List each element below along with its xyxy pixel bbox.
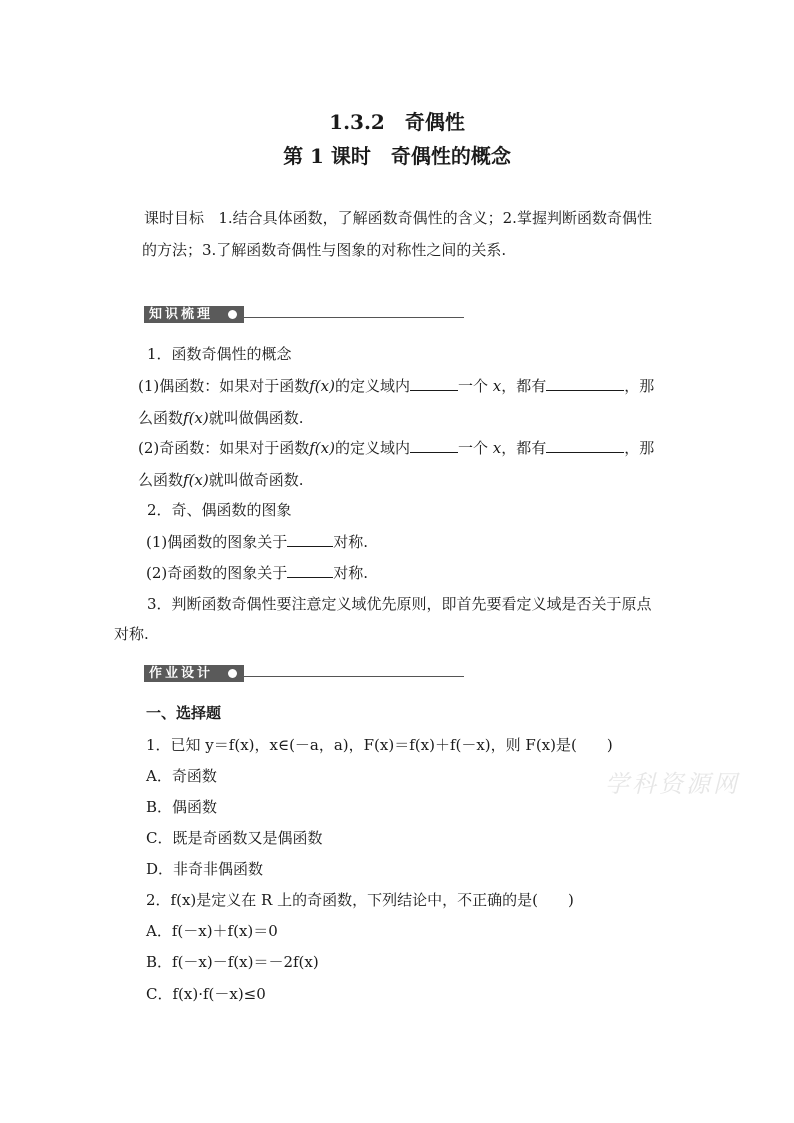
fx-symbol: f(x) <box>183 409 209 427</box>
section-choice-title: 一、选择题 <box>146 704 222 722</box>
then-text: ，那 <box>624 439 655 457</box>
knowledge-header-label: 知识梳理 <box>149 307 214 322</box>
question-1: 1．已知 y＝f(x)，x∈(－a，a)，F(x)＝f(x)＋f(－x)，则 F(x)是( ) <box>146 736 613 754</box>
fx-symbol: f(x) <box>309 377 335 395</box>
even-graph-line <box>146 532 368 552</box>
x-symbol: x <box>492 377 502 395</box>
q2-option-c: C．f(x)·f(－x)≤0 <box>146 985 266 1003</box>
fx-symbol: f(x) <box>183 471 209 489</box>
header-rule <box>244 317 464 318</box>
one-x-text: 一个 <box>457 439 488 457</box>
then-function-text: 么函数 <box>138 409 184 427</box>
header-rule <box>244 676 464 677</box>
then-text: ，那 <box>624 377 655 395</box>
knowledge-item-2: 2．奇、偶函数的图象 <box>147 501 292 519</box>
blank-even-symmetry <box>287 532 333 547</box>
even-prefix: (1)偶函数：如果对于函数 <box>138 377 310 395</box>
blank-even-quantifier <box>410 376 458 391</box>
section-title: 1.3.2 奇偶性 <box>329 110 465 134</box>
symmetric-text: 对称. <box>333 533 369 551</box>
then-function-text: 么函数 <box>138 471 184 489</box>
all-have-text: ，都有 <box>501 377 547 395</box>
lesson-title: 第 1 课时 奇偶性的概念 <box>283 144 511 168</box>
symmetric-text: 对称. <box>333 564 369 582</box>
question-2: 2．f(x)是定义在 R 上的奇函数，下列结论中，不正确的是( ) <box>146 891 574 909</box>
homework-header-label: 作业设计 <box>149 666 214 681</box>
q1-option-a: A．奇函数 <box>146 767 217 785</box>
even-def-line-1 <box>138 376 654 396</box>
odd-conclusion: 就叫做奇函数. <box>208 471 304 489</box>
domain-text: 的定义域内 <box>334 439 410 457</box>
knowledge-item-1: 1．函数奇偶性的概念 <box>147 345 292 363</box>
odd-prefix: (2)奇函数：如果对于函数 <box>138 439 310 457</box>
even-graph-text: (1)偶函数的图象关于 <box>146 533 288 551</box>
watermark: 学科资源网 <box>605 770 740 798</box>
odd-def-line-1 <box>138 438 654 458</box>
q1-option-d: D．非奇非偶函数 <box>146 860 264 878</box>
q1-option-c: C．既是奇函数又是偶函数 <box>146 829 323 847</box>
blank-odd-condition <box>546 438 624 453</box>
domain-text: 的定义域内 <box>334 377 410 395</box>
q2-option-a: A．f(－x)＋f(x)＝0 <box>146 922 278 940</box>
knowledge-item-3-line-1: 3．判断函数奇偶性要注意定义域优先原则，即首先要看定义域是否关于原点 <box>147 595 652 613</box>
goals-line-1 <box>144 208 652 228</box>
one-x-text: 一个 <box>457 377 488 395</box>
even-conclusion: 就叫做偶函数. <box>208 409 304 427</box>
fx-symbol: f(x) <box>309 439 335 457</box>
header-dot-icon <box>228 310 237 319</box>
q1-option-b: B．偶函数 <box>146 798 218 816</box>
blank-odd-symmetry <box>287 563 333 578</box>
goals-line-2: 的方法；3.了解函数奇偶性与图象的对称性之间的关系. <box>142 241 507 259</box>
goals-label: 课时目标 <box>144 209 205 227</box>
x-symbol: x <box>492 439 502 457</box>
odd-def-line-2 <box>138 470 304 490</box>
knowledge-item-3-line-2: 对称. <box>114 625 149 643</box>
goals-text-1: 1.结合具体函数，了解函数奇偶性的含义；2.掌握判断函数奇偶性 <box>218 209 652 227</box>
odd-graph-line <box>146 563 368 583</box>
odd-graph-text: (2)奇函数的图象关于 <box>146 564 288 582</box>
header-dot-icon <box>228 669 237 678</box>
blank-odd-quantifier <box>410 438 458 453</box>
even-def-line-2 <box>138 408 304 428</box>
q2-option-b: B．f(－x)－f(x)＝－2f(x) <box>146 953 319 971</box>
all-have-text: ，都有 <box>501 439 547 457</box>
blank-even-condition <box>546 376 624 391</box>
